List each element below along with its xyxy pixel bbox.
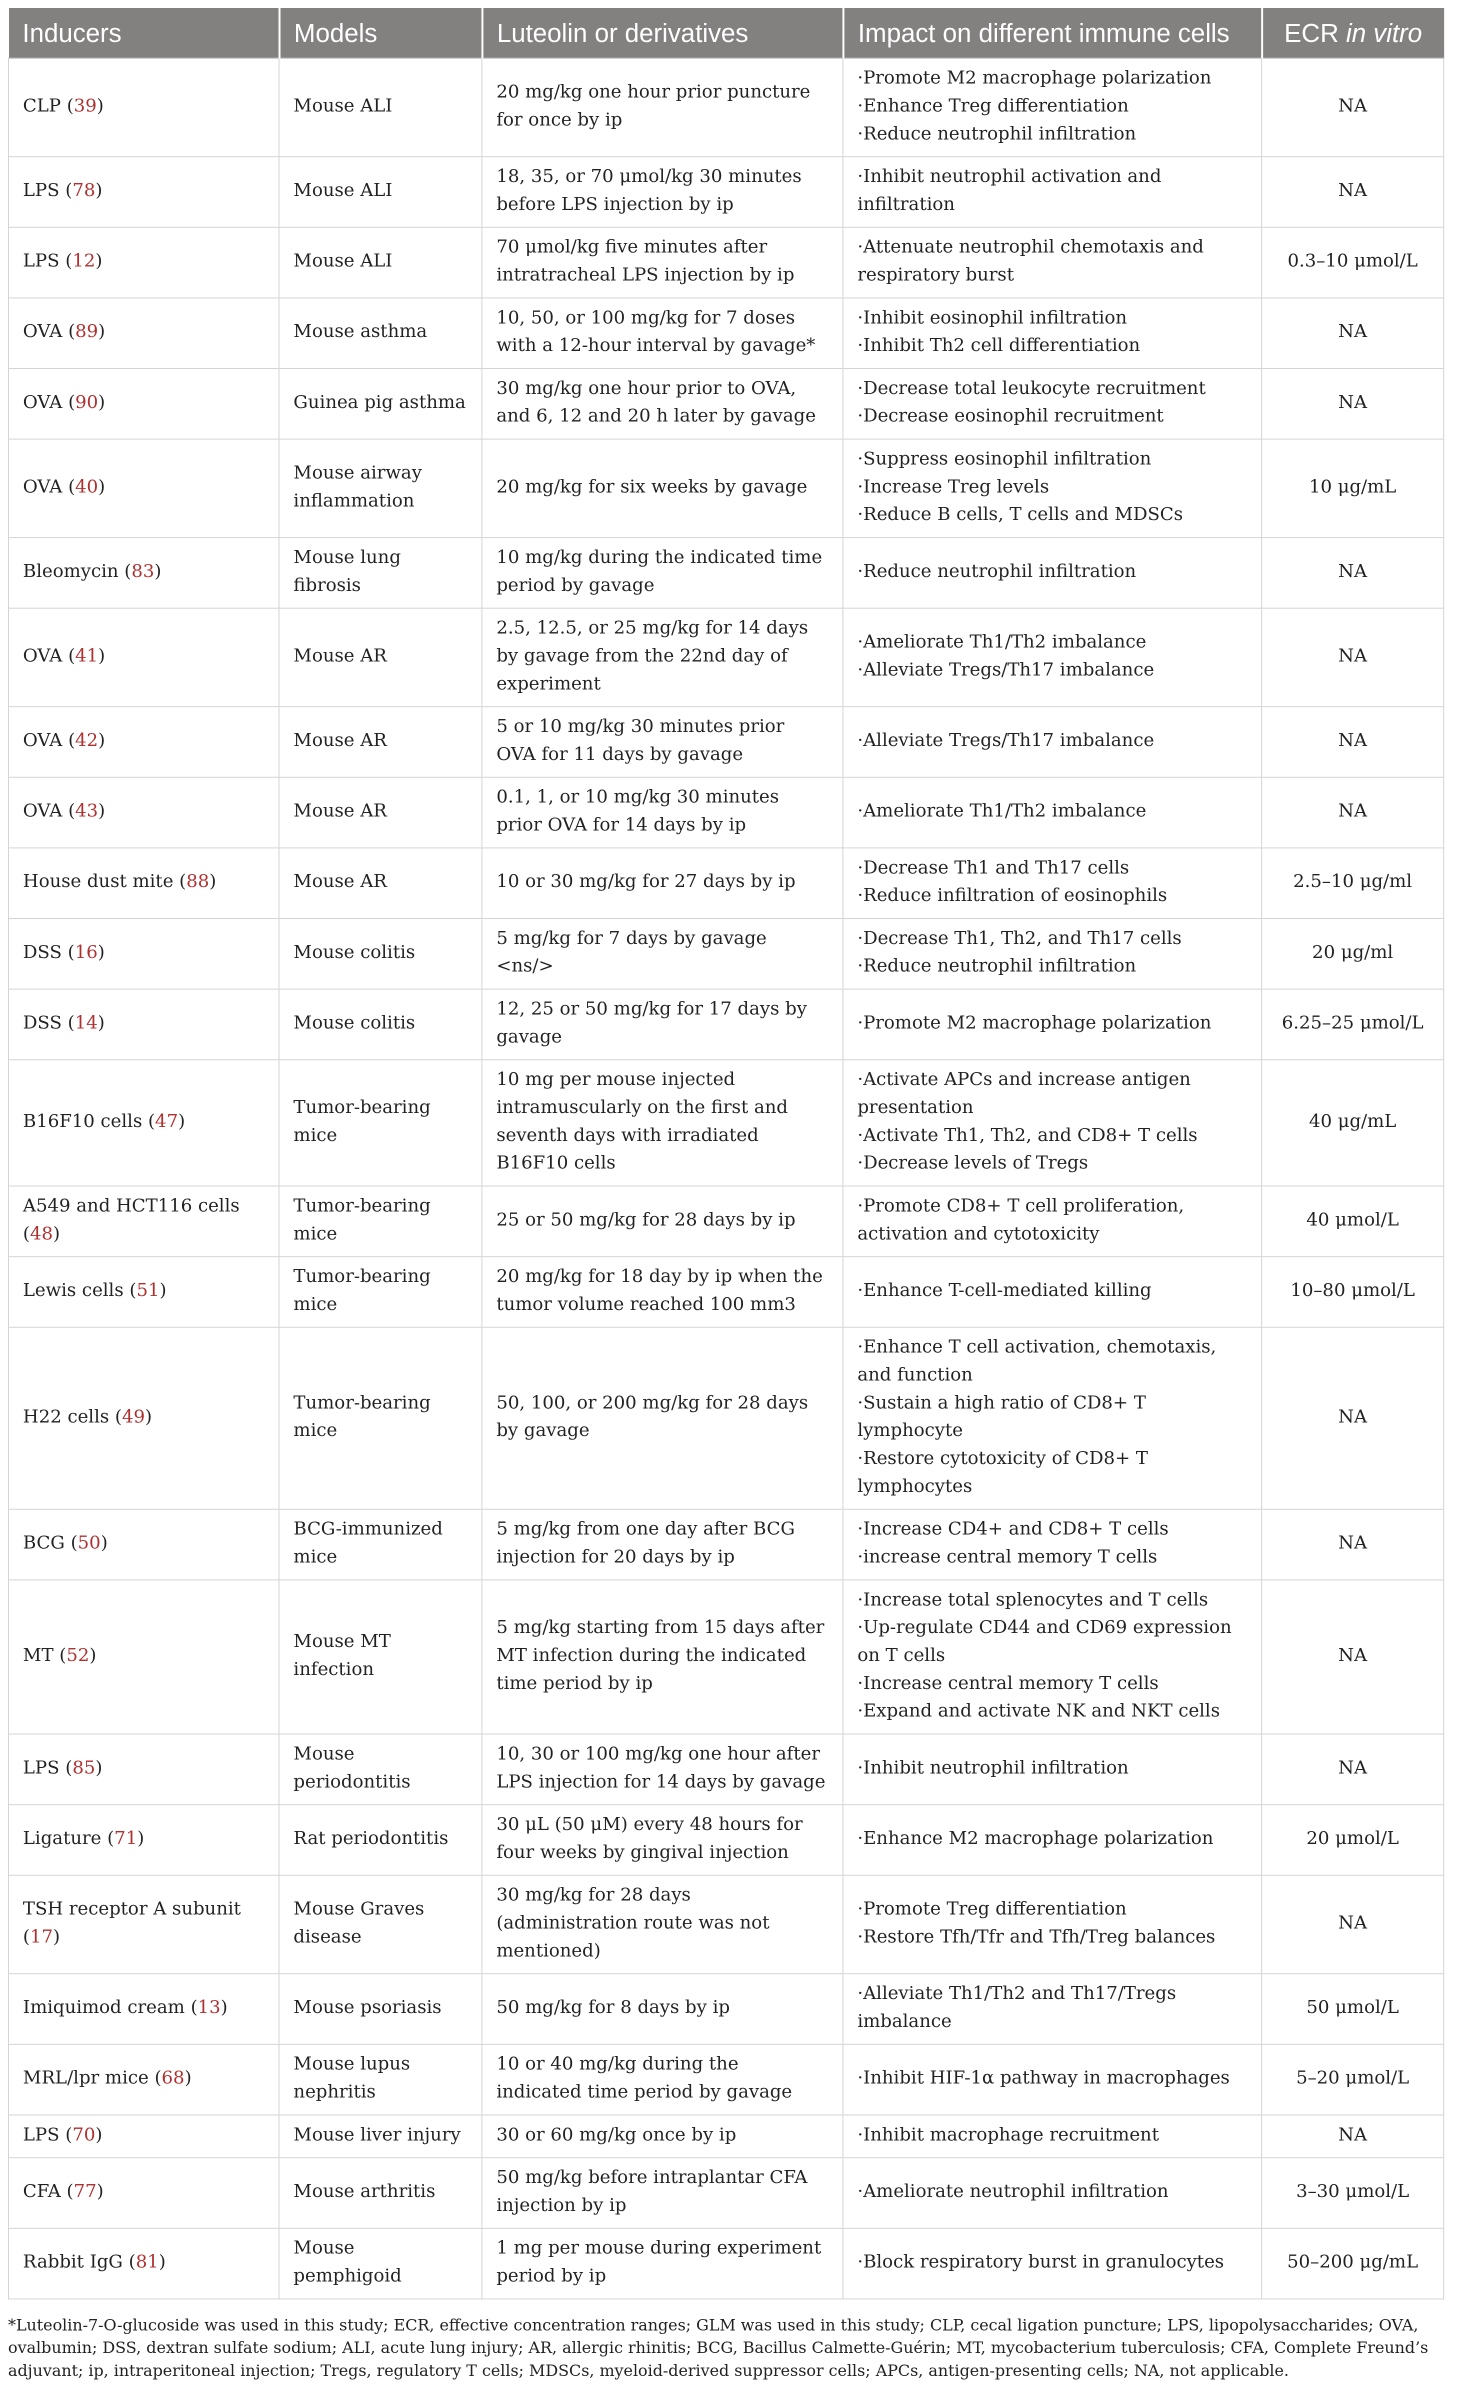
impact-item: ·Restore Tfh/Tfr and Tfh/Treg balances <box>857 1926 1216 1948</box>
inducer-name: LPS <box>22 1757 60 1779</box>
impact-item: ·Enhance M2 macrophage polarization <box>857 1828 1214 1849</box>
header-impact: Impact on different immune cells <box>843 8 1262 58</box>
table-row <box>8 1805 1443 1876</box>
cell-luteolin: 30 mg/kg for 28 days (administration route was not mentioned) <box>482 1875 843 1973</box>
cell-ecr: NA <box>1262 2115 1444 2158</box>
cell-impact <box>843 2044 1262 2115</box>
cell-model: Rat periodontitis <box>279 1805 482 1876</box>
cell-ecr: 3–30 μmol/L <box>1262 2158 1444 2229</box>
inducer-name: A549 and HCT116 cells <box>22 1195 240 1217</box>
reference-link[interactable]: 14 <box>74 1012 98 1034</box>
table-row <box>8 919 1443 990</box>
cell-luteolin: 50 mg/kg before intraplantar CFA injection by ip <box>482 2158 843 2229</box>
table-row <box>8 58 1443 156</box>
reference-link[interactable]: 39 <box>73 95 97 117</box>
cell-impact <box>843 2228 1262 2299</box>
cell-ecr: NA <box>1262 1509 1444 1580</box>
reference-link[interactable]: 17 <box>29 1926 54 1948</box>
cell-impact <box>843 157 1262 228</box>
inducer-name: OVA <box>22 645 63 667</box>
table-row <box>8 2044 1443 2115</box>
cell-luteolin: 50, 100, or 200 mg/kg for 28 days by gavage <box>482 1327 843 1509</box>
inducer-name: Rabbit IgG <box>22 2251 123 2273</box>
cell-inducer: OVA (90) <box>8 369 279 440</box>
cell-inducer: OVA (40) <box>8 439 279 537</box>
cell-ecr: 50–200 μg/mL <box>1262 2228 1444 2299</box>
cell-impact <box>843 1327 1262 1509</box>
cell-impact <box>843 2158 1262 2229</box>
cell-model: Mouse airway inflammation <box>279 439 482 537</box>
cell-ecr: 0.3–10 μmol/L <box>1262 227 1444 298</box>
inducer-name: B16F10 cells <box>22 1110 143 1132</box>
cell-model: Mouse periodontitis <box>279 1734 482 1805</box>
cell-inducer: TSH receptor A subunit (17) <box>8 1875 279 1973</box>
reference-link[interactable]: 51 <box>136 1280 160 1301</box>
inducer-name: OVA <box>22 391 63 413</box>
table-row <box>8 2228 1443 2299</box>
cell-luteolin: 1 mg per mouse during experiment period by ip <box>482 2228 843 2299</box>
table-row <box>8 1327 1443 1509</box>
impact-item: ·Activate Th1, Th2, and CD8+ T cells <box>857 1124 1198 1146</box>
table-body <box>8 58 1443 2299</box>
cell-impact <box>843 989 1262 1060</box>
cell-ecr: NA <box>1262 1327 1444 1509</box>
impact-item: ·Increase Treg levels <box>857 476 1050 498</box>
inducer-name: MT <box>22 1645 54 1666</box>
cell-luteolin: 30 mg/kg one hour prior to OVA, and 6, 12 and 20 h later by gavage <box>482 369 843 440</box>
reference-link[interactable]: 52 <box>66 1645 90 1666</box>
cell-inducer: Lewis cells (51) <box>8 1257 279 1328</box>
impact-item: ·Promote M2 macrophage polarization <box>857 67 1212 89</box>
cell-impact <box>843 608 1262 706</box>
cell-inducer: OVA (43) <box>8 777 279 848</box>
impact-item: ·Up-regulate CD44 and CD69 expression on T cells <box>857 1617 1232 1666</box>
impact-item: ·Decrease eosinophil recruitment <box>857 405 1164 427</box>
cell-impact <box>843 777 1262 848</box>
reference-link[interactable]: 47 <box>155 1110 179 1132</box>
impact-item: ·Inhibit macrophage recruitment <box>857 2124 1159 2146</box>
cell-ecr: NA <box>1262 58 1444 156</box>
cell-ecr: 5–20 μmol/L <box>1262 2044 1444 2115</box>
cell-inducer: LPS (78) <box>8 157 279 228</box>
cell-impact <box>843 1257 1262 1328</box>
cell-inducer: BCG (50) <box>8 1509 279 1580</box>
cell-inducer: CFA (77) <box>8 2158 279 2229</box>
cell-model: Mouse ALI <box>279 58 482 156</box>
impact-item: ·Decrease Th1, Th2, and Th17 cells <box>857 927 1182 949</box>
cell-inducer: MRL/lpr mice (68) <box>8 2044 279 2115</box>
cell-impact <box>843 919 1262 990</box>
cell-ecr: NA <box>1262 538 1444 609</box>
table-row <box>8 157 1443 228</box>
cell-model: Mouse ALI <box>279 157 482 228</box>
cell-inducer: DSS (16) <box>8 919 279 990</box>
inducer-name: OVA <box>22 730 63 751</box>
impact-item: ·Promote M2 macrophage polarization <box>857 1012 1212 1034</box>
inducer-name: Lewis cells <box>22 1280 124 1301</box>
cell-inducer: Ligature (71) <box>8 1805 279 1876</box>
cell-ecr: NA <box>1262 608 1444 706</box>
cell-inducer: B16F10 cells (47) <box>8 1060 279 1186</box>
cell-impact <box>843 1875 1262 1973</box>
table-row <box>8 1974 1443 2045</box>
table-container <box>8 8 1443 2382</box>
reference-link[interactable]: 13 <box>197 1997 221 2018</box>
table-row <box>8 298 1443 369</box>
cell-impact <box>843 848 1262 919</box>
impact-item: ·Reduce infiltration of eosinophils <box>857 885 1168 907</box>
impact-item: ·Expand and activate NK and NKT cells <box>857 1700 1221 1722</box>
table-row <box>8 369 1443 440</box>
impact-item: ·increase central memory T cells <box>857 1546 1158 1568</box>
table-row <box>8 1580 1443 1734</box>
cell-impact <box>843 369 1262 440</box>
impact-item: ·Promote CD8+ T cell proliferation, activation and cytotoxicity <box>857 1195 1185 1245</box>
cell-luteolin: 30 or 60 mg/kg once by ip <box>482 2115 843 2158</box>
cell-model: Mouse AR <box>279 707 482 778</box>
cell-ecr: NA <box>1262 1580 1444 1734</box>
cell-ecr: NA <box>1262 777 1444 848</box>
impact-item: ·Enhance T cell activation, chemotaxis, and function <box>857 1336 1217 1386</box>
cell-impact <box>843 2115 1262 2158</box>
cell-luteolin: 5 mg/kg starting from 15 days after MT infection during the indicated time period by ip <box>482 1580 843 1734</box>
table-header <box>8 8 1443 58</box>
cell-model: BCG-immunized mice <box>279 1509 482 1580</box>
cell-impact <box>843 707 1262 778</box>
cell-inducer: LPS (70) <box>8 2115 279 2158</box>
cell-ecr: 20 μmol/L <box>1262 1805 1444 1876</box>
reference-link[interactable]: 42 <box>75 730 99 751</box>
cell-ecr: NA <box>1262 157 1444 228</box>
cell-luteolin: 30 μL (50 μM) every 48 hours for four weeks by gingival injection <box>482 1805 843 1876</box>
inducer-name: BCG <box>22 1532 65 1554</box>
impact-item: ·Decrease total leukocyte recruitment <box>857 377 1206 399</box>
cell-luteolin: 20 mg/kg for 18 day by ip when the tumor volume reached 100 mm3 <box>482 1257 843 1328</box>
cell-inducer: Rabbit IgG (81) <box>8 2228 279 2299</box>
cell-inducer: LPS (12) <box>8 227 279 298</box>
cell-luteolin: 10 or 30 mg/kg for 27 days by ip <box>482 848 843 919</box>
header-models: Models <box>279 8 482 58</box>
cell-impact <box>843 1974 1262 2045</box>
reference-link[interactable]: 41 <box>75 645 99 667</box>
inducer-name: DSS <box>22 941 62 963</box>
cell-inducer: OVA (89) <box>8 298 279 369</box>
reference-link[interactable]: 83 <box>131 560 155 582</box>
impact-item: ·Reduce neutrophil infiltration <box>857 560 1137 582</box>
cell-impact <box>843 298 1262 369</box>
table-row <box>8 1875 1443 1973</box>
inducer-name: OVA <box>22 476 63 498</box>
impact-item: ·Ameliorate Th1/Th2 imbalance <box>857 631 1147 653</box>
impact-item: ·Alleviate Tregs/Th17 imbalance <box>857 659 1155 681</box>
cell-ecr: 2.5–10 μg/ml <box>1262 848 1444 919</box>
impact-item: ·Ameliorate neutrophil infiltration <box>857 2181 1169 2202</box>
impact-item: ·Inhibit neutrophil activation and infiltration <box>857 166 1162 215</box>
impact-item: ·Suppress eosinophil infiltration <box>857 448 1152 470</box>
cell-luteolin: 10 mg/kg during the indicated time period by gavage <box>482 538 843 609</box>
inducer-name: LPS <box>22 2124 60 2146</box>
cell-ecr: 40 μmol/L <box>1262 1186 1444 1257</box>
impact-item: ·Sustain a high ratio of CD8+ T lymphocyte <box>857 1392 1146 1442</box>
cell-impact <box>843 1580 1262 1734</box>
cell-model: Mouse colitis <box>279 989 482 1060</box>
cell-impact <box>843 1186 1262 1257</box>
cell-luteolin: 5 or 10 mg/kg 30 minutes prior OVA for 11 days by gavage <box>482 707 843 778</box>
table-row <box>8 1186 1443 1257</box>
table-row <box>8 777 1443 848</box>
table-footnote: *Luteolin-7-O-glucoside was used in this study; ECR, effective concentration ranges; GLM was used in this study; CLP, cecal ligation puncture; LPS, lipopolysaccharides; OVA, ovalbumin; DSS, dextran sulfate sodium; ALI, acute lung injury; AR, allergic rhinitis; BCG, Bacillus Calmette-Guérin; MT, mycobacterium tuberculosis; CFA, Complete Freund’s adjuvant; ip, intraperitoneal injection; Tregs, regulatory T cells; MDSCs, myeloid-derived suppressor cells; APCs, antigen-presenting cells; NA, not applicable. <box>8 2315 1429 2381</box>
reference-link[interactable]: 78 <box>72 180 96 201</box>
cell-impact <box>843 227 1262 298</box>
cell-model: Mouse liver injury <box>279 2115 482 2158</box>
cell-luteolin: 18, 35, or 70 μmol/kg 30 minutes before LPS injection by ip <box>482 157 843 228</box>
cell-impact <box>843 58 1262 156</box>
cell-model: Tumor-bearing mice <box>279 1060 482 1186</box>
cell-inducer: OVA (42) <box>8 707 279 778</box>
impact-item: ·Increase CD4+ and CD8+ T cells <box>857 1518 1169 1540</box>
cell-model: Mouse MT infection <box>279 1580 482 1734</box>
impact-item: ·Increase central memory T cells <box>857 1672 1159 1694</box>
cell-impact <box>843 1734 1262 1805</box>
table-row <box>8 707 1443 778</box>
cell-luteolin: 5 mg/kg for 7 days by gavage <ns/> <box>482 919 843 990</box>
cell-model: Mouse AR <box>279 848 482 919</box>
cell-inducer: LPS (85) <box>8 1734 279 1805</box>
cell-luteolin: 25 or 50 mg/kg for 28 days by ip <box>482 1186 843 1257</box>
table-row <box>8 989 1443 1060</box>
cell-ecr: 6.25–25 μmol/L <box>1262 989 1444 1060</box>
cell-inducer: H22 cells (49) <box>8 1327 279 1509</box>
table-row <box>8 848 1443 919</box>
cell-impact <box>843 439 1262 537</box>
cell-luteolin: 70 μmol/kg five minutes after intratracheal LPS injection by ip <box>482 227 843 298</box>
cell-ecr: NA <box>1262 707 1444 778</box>
table-row <box>8 1060 1443 1186</box>
header-ecr <box>1262 8 1444 58</box>
cell-luteolin: 12, 25 or 50 mg/kg for 17 days by gavage <box>482 989 843 1060</box>
cell-ecr: 40 μg/mL <box>1262 1060 1444 1186</box>
cell-luteolin: 50 mg/kg for 8 days by ip <box>482 1974 843 2045</box>
table-row <box>8 2158 1443 2229</box>
cell-model: Tumor-bearing mice <box>279 1257 482 1328</box>
impact-item: ·Inhibit Th2 cell differentiation <box>857 335 1141 357</box>
cell-model: Mouse asthma <box>279 298 482 369</box>
cell-ecr: NA <box>1262 369 1444 440</box>
cell-luteolin: 20 mg/kg for six weeks by gavage <box>482 439 843 537</box>
table-row <box>8 2115 1443 2158</box>
reference-link[interactable]: 89 <box>75 321 99 343</box>
cell-luteolin: 2.5, 12.5, or 25 mg/kg for 14 days by gavage from the 22nd day of experiment <box>482 608 843 706</box>
reference-link[interactable]: 49 <box>121 1406 145 1428</box>
impact-item: ·Reduce B cells, T cells and MDSCs <box>857 504 1184 526</box>
cell-model: Mouse arthritis <box>279 2158 482 2229</box>
inducer-name: Ligature <box>22 1828 102 1849</box>
header-ecr-suffix: in vitro <box>1345 17 1423 48</box>
impact-item: ·Inhibit neutrophil infiltration <box>857 1757 1129 1779</box>
inducer-name: OVA <box>22 321 63 343</box>
reference-link[interactable]: 68 <box>161 2067 185 2089</box>
impact-item: ·Inhibit eosinophil infiltration <box>857 307 1128 329</box>
header-luteolin: Luteolin or derivatives <box>482 8 843 58</box>
reference-link[interactable]: 48 <box>29 1223 54 1245</box>
inducer-name: MRL/lpr mice <box>22 2067 149 2089</box>
impact-item: ·Inhibit HIF-1α pathway in macrophages <box>857 2067 1230 2089</box>
impact-item: ·Block respiratory burst in granulocytes <box>857 2251 1225 2273</box>
reference-link[interactable]: 50 <box>77 1532 101 1554</box>
inducer-name: CLP <box>22 95 61 117</box>
cell-model: Mouse AR <box>279 608 482 706</box>
cell-inducer: House dust mite (88) <box>8 848 279 919</box>
cell-inducer: MT (52) <box>8 1580 279 1734</box>
cell-model: Mouse ALI <box>279 227 482 298</box>
table-row <box>8 1257 1443 1328</box>
impact-item: ·Increase total splenocytes and T cells <box>857 1589 1209 1611</box>
cell-model: Mouse lung fibrosis <box>279 538 482 609</box>
impact-item: ·Attenuate neutrophil chemotaxis and respiratory burst <box>857 236 1204 286</box>
table-row <box>8 608 1443 706</box>
reference-link[interactable]: 85 <box>72 1757 96 1779</box>
cell-luteolin: 20 mg/kg one hour prior puncture for once by ip <box>482 58 843 156</box>
cell-model: Mouse lupus nephritis <box>279 2044 482 2115</box>
header-inducers: Inducers <box>8 8 279 58</box>
reference-link[interactable]: 16 <box>74 941 98 963</box>
impact-item: ·Promote Treg differentiation <box>857 1898 1127 1920</box>
impact-item: ·Alleviate Tregs/Th17 imbalance <box>857 730 1155 751</box>
inducer-name: TSH receptor A subunit <box>22 1898 241 1920</box>
reference-link[interactable]: 70 <box>72 2124 96 2146</box>
header-ecr-prefix: ECR <box>1284 17 1339 48</box>
reference-link[interactable]: 88 <box>186 871 210 893</box>
table-row <box>8 439 1443 537</box>
cell-ecr: NA <box>1262 1875 1444 1973</box>
impact-item: ·Decrease Th1 and Th17 cells <box>857 857 1130 879</box>
impact-item: ·Reduce neutrophil infiltration <box>857 123 1137 145</box>
cell-model: Tumor-bearing mice <box>279 1186 482 1257</box>
cell-luteolin: 10 or 40 mg/kg during the indicated time period by gavage <box>482 2044 843 2115</box>
impact-item: ·Enhance Treg differentiation <box>857 95 1129 117</box>
table-row <box>8 538 1443 609</box>
impact-item: ·Enhance T-cell-mediated killing <box>857 1280 1152 1301</box>
inducer-name: CFA <box>22 2181 61 2202</box>
cell-model: Mouse pemphigoid <box>279 2228 482 2299</box>
reference-link[interactable]: 77 <box>73 2181 97 2202</box>
cell-impact <box>843 1509 1262 1580</box>
cell-impact <box>843 538 1262 609</box>
cell-ecr: 20 μg/ml <box>1262 919 1444 990</box>
inducer-name: OVA <box>22 800 63 822</box>
cell-luteolin: 0.1, 1, or 10 mg/kg 30 minutes prior OVA for 14 days by ip <box>482 777 843 848</box>
cell-ecr: NA <box>1262 298 1444 369</box>
reference-link[interactable]: 71 <box>114 1828 138 1849</box>
impact-item: ·Reduce neutrophil infiltration <box>857 955 1137 977</box>
cell-inducer: Imiquimod cream (13) <box>8 1974 279 2045</box>
inducer-name: Imiquimod cream <box>22 1997 185 2018</box>
inducer-name: Bleomycin <box>22 560 119 582</box>
cell-ecr: 10–80 μmol/L <box>1262 1257 1444 1328</box>
cell-ecr: 10 μg/mL <box>1262 439 1444 537</box>
impact-item: ·Ameliorate Th1/Th2 imbalance <box>857 800 1147 822</box>
cell-luteolin: 10 mg per mouse injected intramuscularly on the first and seventh days with irradiated B16F10 cells <box>482 1060 843 1186</box>
cell-model: Tumor-bearing mice <box>279 1327 482 1509</box>
inducer-name: LPS <box>22 250 60 272</box>
inducer-name: LPS <box>22 180 60 201</box>
table-row <box>8 1734 1443 1805</box>
cell-model: Mouse AR <box>279 777 482 848</box>
cell-model: Guinea pig asthma <box>279 369 482 440</box>
cell-model: Mouse Graves disease <box>279 1875 482 1973</box>
impact-item: ·Decrease levels of Tregs <box>857 1152 1089 1174</box>
cell-inducer: CLP (39) <box>8 58 279 156</box>
cell-impact <box>843 1805 1262 1876</box>
reference-link[interactable]: 43 <box>75 800 99 822</box>
reference-link[interactable]: 40 <box>75 476 99 498</box>
cell-ecr: NA <box>1262 1734 1444 1805</box>
cell-luteolin: 10, 50, or 100 mg/kg for 7 doses with a 12-hour interval by gavage* <box>482 298 843 369</box>
cell-inducer: DSS (14) <box>8 989 279 1060</box>
cell-model: Mouse psoriasis <box>279 1974 482 2045</box>
impact-item: ·Activate APCs and increase antigen presentation <box>857 1069 1191 1118</box>
inducer-name: H22 cells <box>22 1406 110 1428</box>
inducer-name: House dust mite <box>22 871 174 893</box>
reference-link[interactable]: 90 <box>75 391 99 413</box>
table-row <box>8 227 1443 298</box>
reference-link[interactable]: 12 <box>72 250 96 272</box>
table-row <box>8 1509 1443 1580</box>
cell-luteolin: 10, 30 or 100 mg/kg one hour after LPS injection for 14 days by gavage <box>482 1734 843 1805</box>
cell-inducer: Bleomycin (83) <box>8 538 279 609</box>
impact-item: ·Alleviate Th1/Th2 and Th17/Tregs imbalance <box>857 1983 1177 2032</box>
cell-inducer: A549 and HCT116 cells (48) <box>8 1186 279 1257</box>
cell-model: Mouse colitis <box>279 919 482 990</box>
cell-impact <box>843 1060 1262 1186</box>
immune-effects-table <box>8 8 1444 2299</box>
impact-item: ·Restore cytotoxicity of CD8+ T lymphocytes <box>857 1448 1148 1497</box>
inducer-name: DSS <box>22 1012 62 1034</box>
cell-inducer: OVA (41) <box>8 608 279 706</box>
cell-ecr: 50 μmol/L <box>1262 1974 1444 2045</box>
reference-link[interactable]: 81 <box>135 2251 159 2273</box>
cell-luteolin: 5 mg/kg from one day after BCG injection for 20 days by ip <box>482 1509 843 1580</box>
